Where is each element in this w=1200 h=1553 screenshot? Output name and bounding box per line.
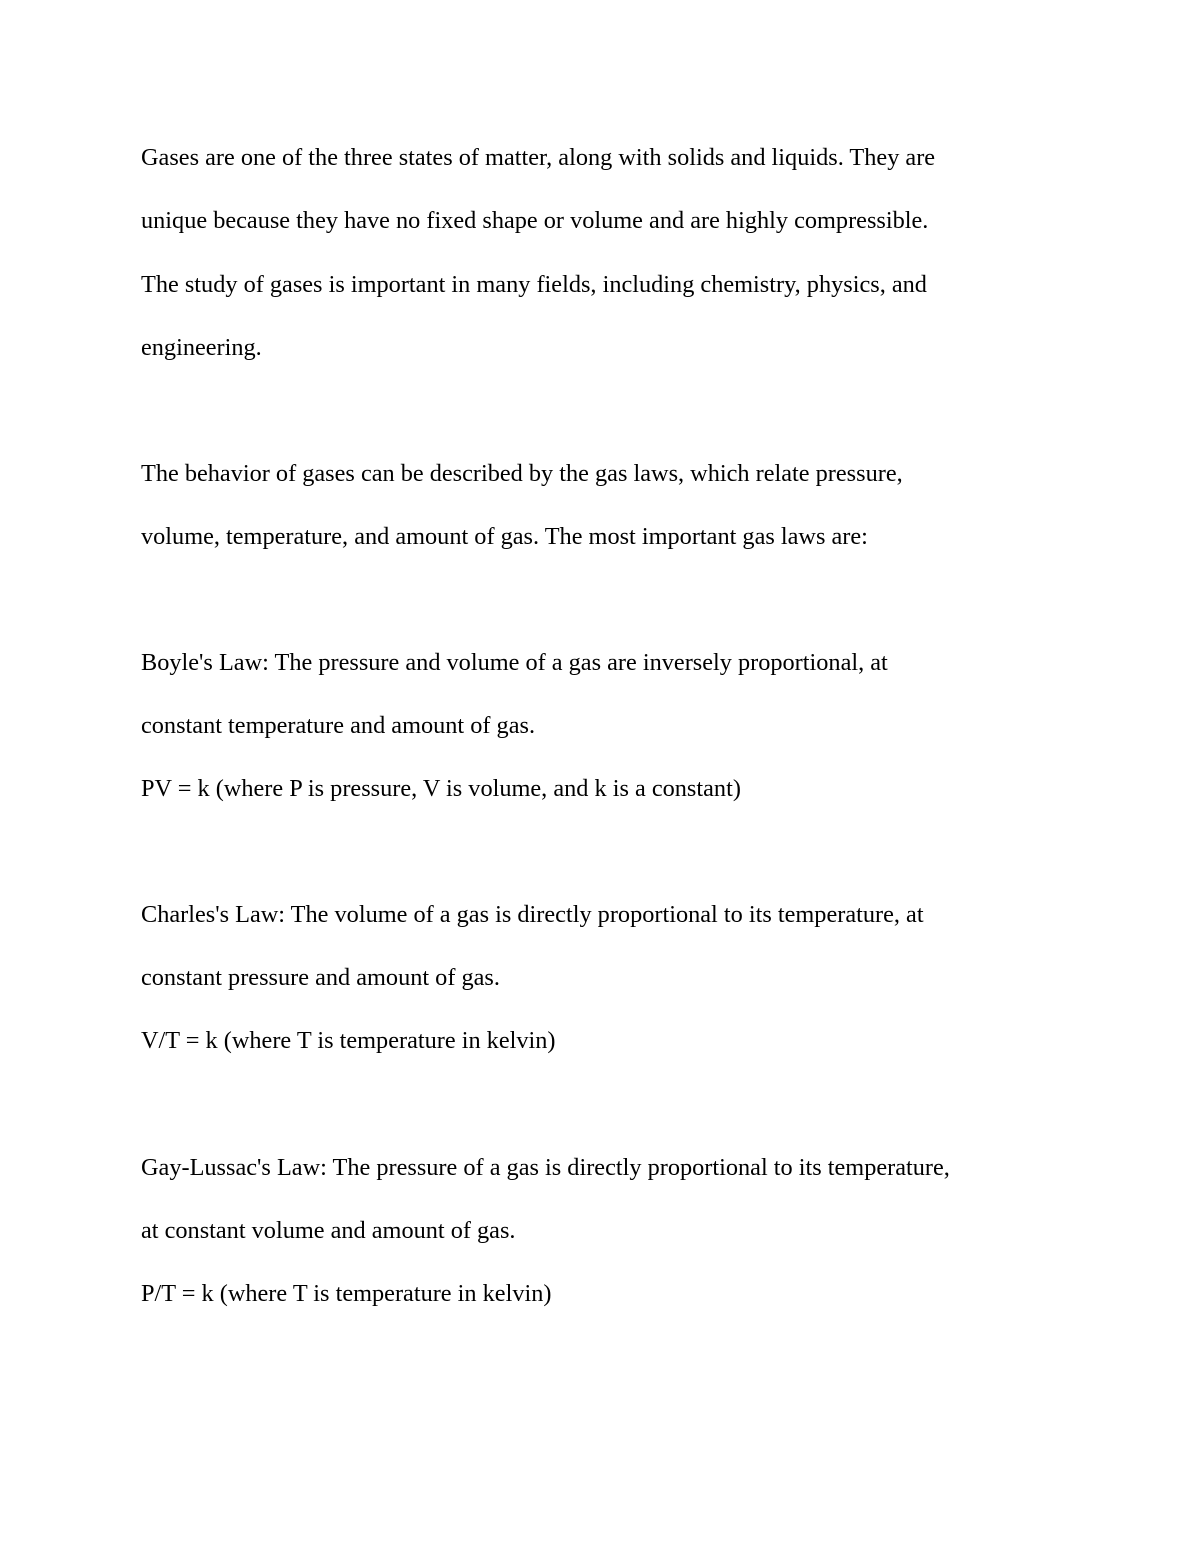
text-line: volume, temperature, and amount of gas. The most important gas laws are: [141, 523, 868, 550]
text-line: constant pressure and amount of gas. [141, 964, 500, 991]
text-line: The behavior of gases can be described by the gas laws, which relate pressure, [141, 460, 903, 487]
formula: P/T = k (where T is temperature in kelvin) [141, 1280, 552, 1307]
formula: V/T = k (where T is temperature in kelvin) [141, 1027, 556, 1054]
formula: PV = k (where P is pressure, V is volume, and k is a constant) [141, 775, 741, 802]
text-line: Boyle's Law: The pressure and volume of a gas are inversely proportional, at [141, 649, 888, 676]
text-line: unique because they have no fixed shape or volume and are highly compressible. [141, 207, 929, 234]
text-line: The study of gases is important in many fields, including chemistry, physics, and [141, 271, 927, 298]
text-line: at constant volume and amount of gas. [141, 1217, 516, 1244]
text-line: Gay-Lussac's Law: The pressure of a gas is directly proportional to its temperature, [141, 1154, 950, 1181]
text-line: Gases are one of the three states of matter, along with solids and liquids. They are [141, 144, 936, 171]
text-line: Charles's Law: The volume of a gas is directly proportional to its temperature, at [141, 901, 924, 928]
text-line: constant temperature and amount of gas. [141, 712, 536, 739]
text-line: engineering. [141, 334, 262, 361]
